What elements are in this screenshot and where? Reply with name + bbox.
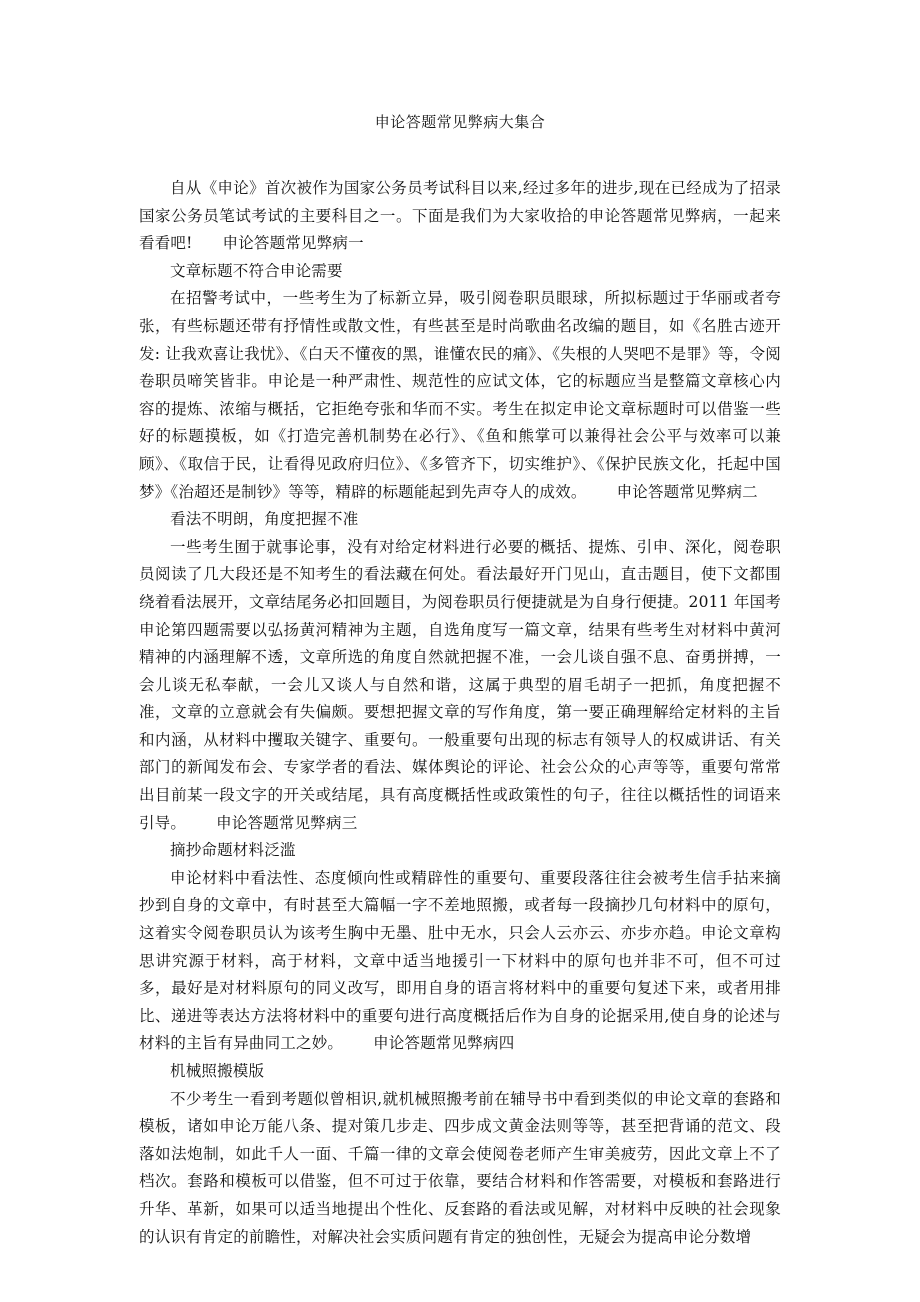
document-title: 申论答题常见弊病大集合 [374, 113, 546, 131]
subheading-text: 文章标题不符合申论需要 [170, 261, 343, 280]
paragraph-text: 一些考生囿于就事论事，没有对给定材料进行必要的概括、提炼、引申、深化，阅卷职员阅读了几大段还是不知考生的看法藏在何处。看法最好开门见山，直击题目，使下文都围绕着看法展开，文章结尾务必扣回题目，为阅卷职员行便捷就是为自身行便捷。2011 年国考申论第四题需要以弘扬黄河精神为主题，自选角度写一篇文章，结果有些考生对材料中黄河精神的内涵理解不透，文章所选的角度自然就把握不准，一会儿谈自强不息、奋勇拼搏，一会儿谈无私奉献，一会儿又谈人与自然和谐，这属于典型的眉毛胡子一把抓，角度把握不准，文章的立意就会有失偏颇。要想把握文章的写作角度，第一要正确理解给定材料的主旨和内涵，从材料中攫取关键字、重要句。一般重要句出现的标志有领导人的权威讲话、有关部门的新闻发布会、专家学者的看法、媒体舆论的评论、社会公众的心声等等，重要句常常出目前某一段文字的开关或结尾，具有高度概括性或政策性的句子，往往以概括性的词语来引导。 [139, 537, 781, 832]
document-body [139, 175, 781, 1251]
subheading-text: 摘抄命题材料泛滥 [170, 841, 296, 860]
paragraph [139, 1086, 781, 1252]
subheading-text: 机械照搬模版 [170, 1062, 265, 1080]
paragraph-text: 在招警考试中，一些考生为了标新立异，吸引阅卷职员眼球，所拟标题过于华丽或者夸张，有些标题还带有抒情性或散文性，有些甚至是时尚歌曲名改编的题目，如《名胜古迹开发: 让我欢喜让我忧》、《白天不懂夜的黑，谁懂农民的痛》、《失根的人哭吧不是罪》等，令阅卷职员啼笑皆非。申论是一种严肃性、规范性的应试文体，它的标题应当是整篇文章核心内容的提炼、浓缩与概括，它拒绝夸张和华而不实。考生在拟定申论文章标题时可以借鉴一些好的标题摸板，如《打造完善机制势在必行》、《鱼和熊掌可以兼得社会公平与效率可以兼顾》、《取信于民，让看得见政府归位》、《多管齐下，切实维护》、《保护民族文化，托起中国梦》《治超还是制钞》等等，精辟的标题能起到先声夺人的成效。 [139, 289, 781, 501]
section-heading: 申论答题常见弊病四 [373, 1034, 515, 1053]
paragraph [139, 534, 781, 838]
subheading-text: 看法不明朗，角度把握不准 [170, 510, 359, 529]
section-heading: 申论答题常见弊病三 [216, 813, 358, 832]
paragraph [139, 865, 781, 1058]
paragraph-text: 自从《申论》首次被作为国家公务员考试科目以来,经过多年的进步,现在已经成为了招录国家公务员笔试考试的主要科目之一。下面是我们为大家收拾的申论答题常见弊病，一起来看看吧! [139, 179, 781, 253]
paragraph [139, 285, 781, 506]
subheading [139, 258, 781, 286]
section-heading: 申论答题常见弊病一 [222, 234, 364, 253]
paragraph-text: 不少考生一看到考题似曾相识,就机械照搬考前在辅导书中看到类似的申论文章的套路和模板，诸如申论万能八条、提对策几步走、四步成文黄金法则等等，甚至把背诵的范文、段落如法炮制，如此千人一面、千篇一律的文章会使阅卷老师产生审美疲劳，因此文章上不了档次。套路和模板可以借鉴，但不可过于依靠，要结合材料和作答需要，对模板和套路进行升华、革新，如果可以适当地提出个性化、反套路的看法或见解，对材料中反映的社会现象的认识有肯定的前瞻性，对解决社会实质问题有肯定的独创性，无疑会为提高申论分数增 [139, 1089, 781, 1246]
subheading [139, 837, 781, 865]
paragraph-intro [139, 175, 781, 258]
subheading [139, 1058, 781, 1086]
subheading [139, 506, 781, 534]
paragraph-text: 申论材料中看法性、态度倾向性或精辟性的重要句、重要段落往往会被考生信手拈来摘抄到自身的文章中，有时甚至大篇幅一字不差地照搬，或者每一段摘抄几句材料中的原句，这着实令阅卷职员认为该考生胸中无墨、肚中无水，只会人云亦云、亦步亦趋。申论文章构思讲究源于材料，高于材料，文章中适当地援引一下材料中的原句也并非不可，但不可过多，最好是对材料原句的同义改写，即用自身的语言将材料中的重要句复述下来，或者用排比、递进等表达方法将材料中的重要句进行高度概括后作为自身的论据采用,使自身的论述与材料的主旨有异曲同工之妙。 [139, 868, 781, 1053]
section-heading: 申论答题常见弊病二 [616, 482, 758, 501]
